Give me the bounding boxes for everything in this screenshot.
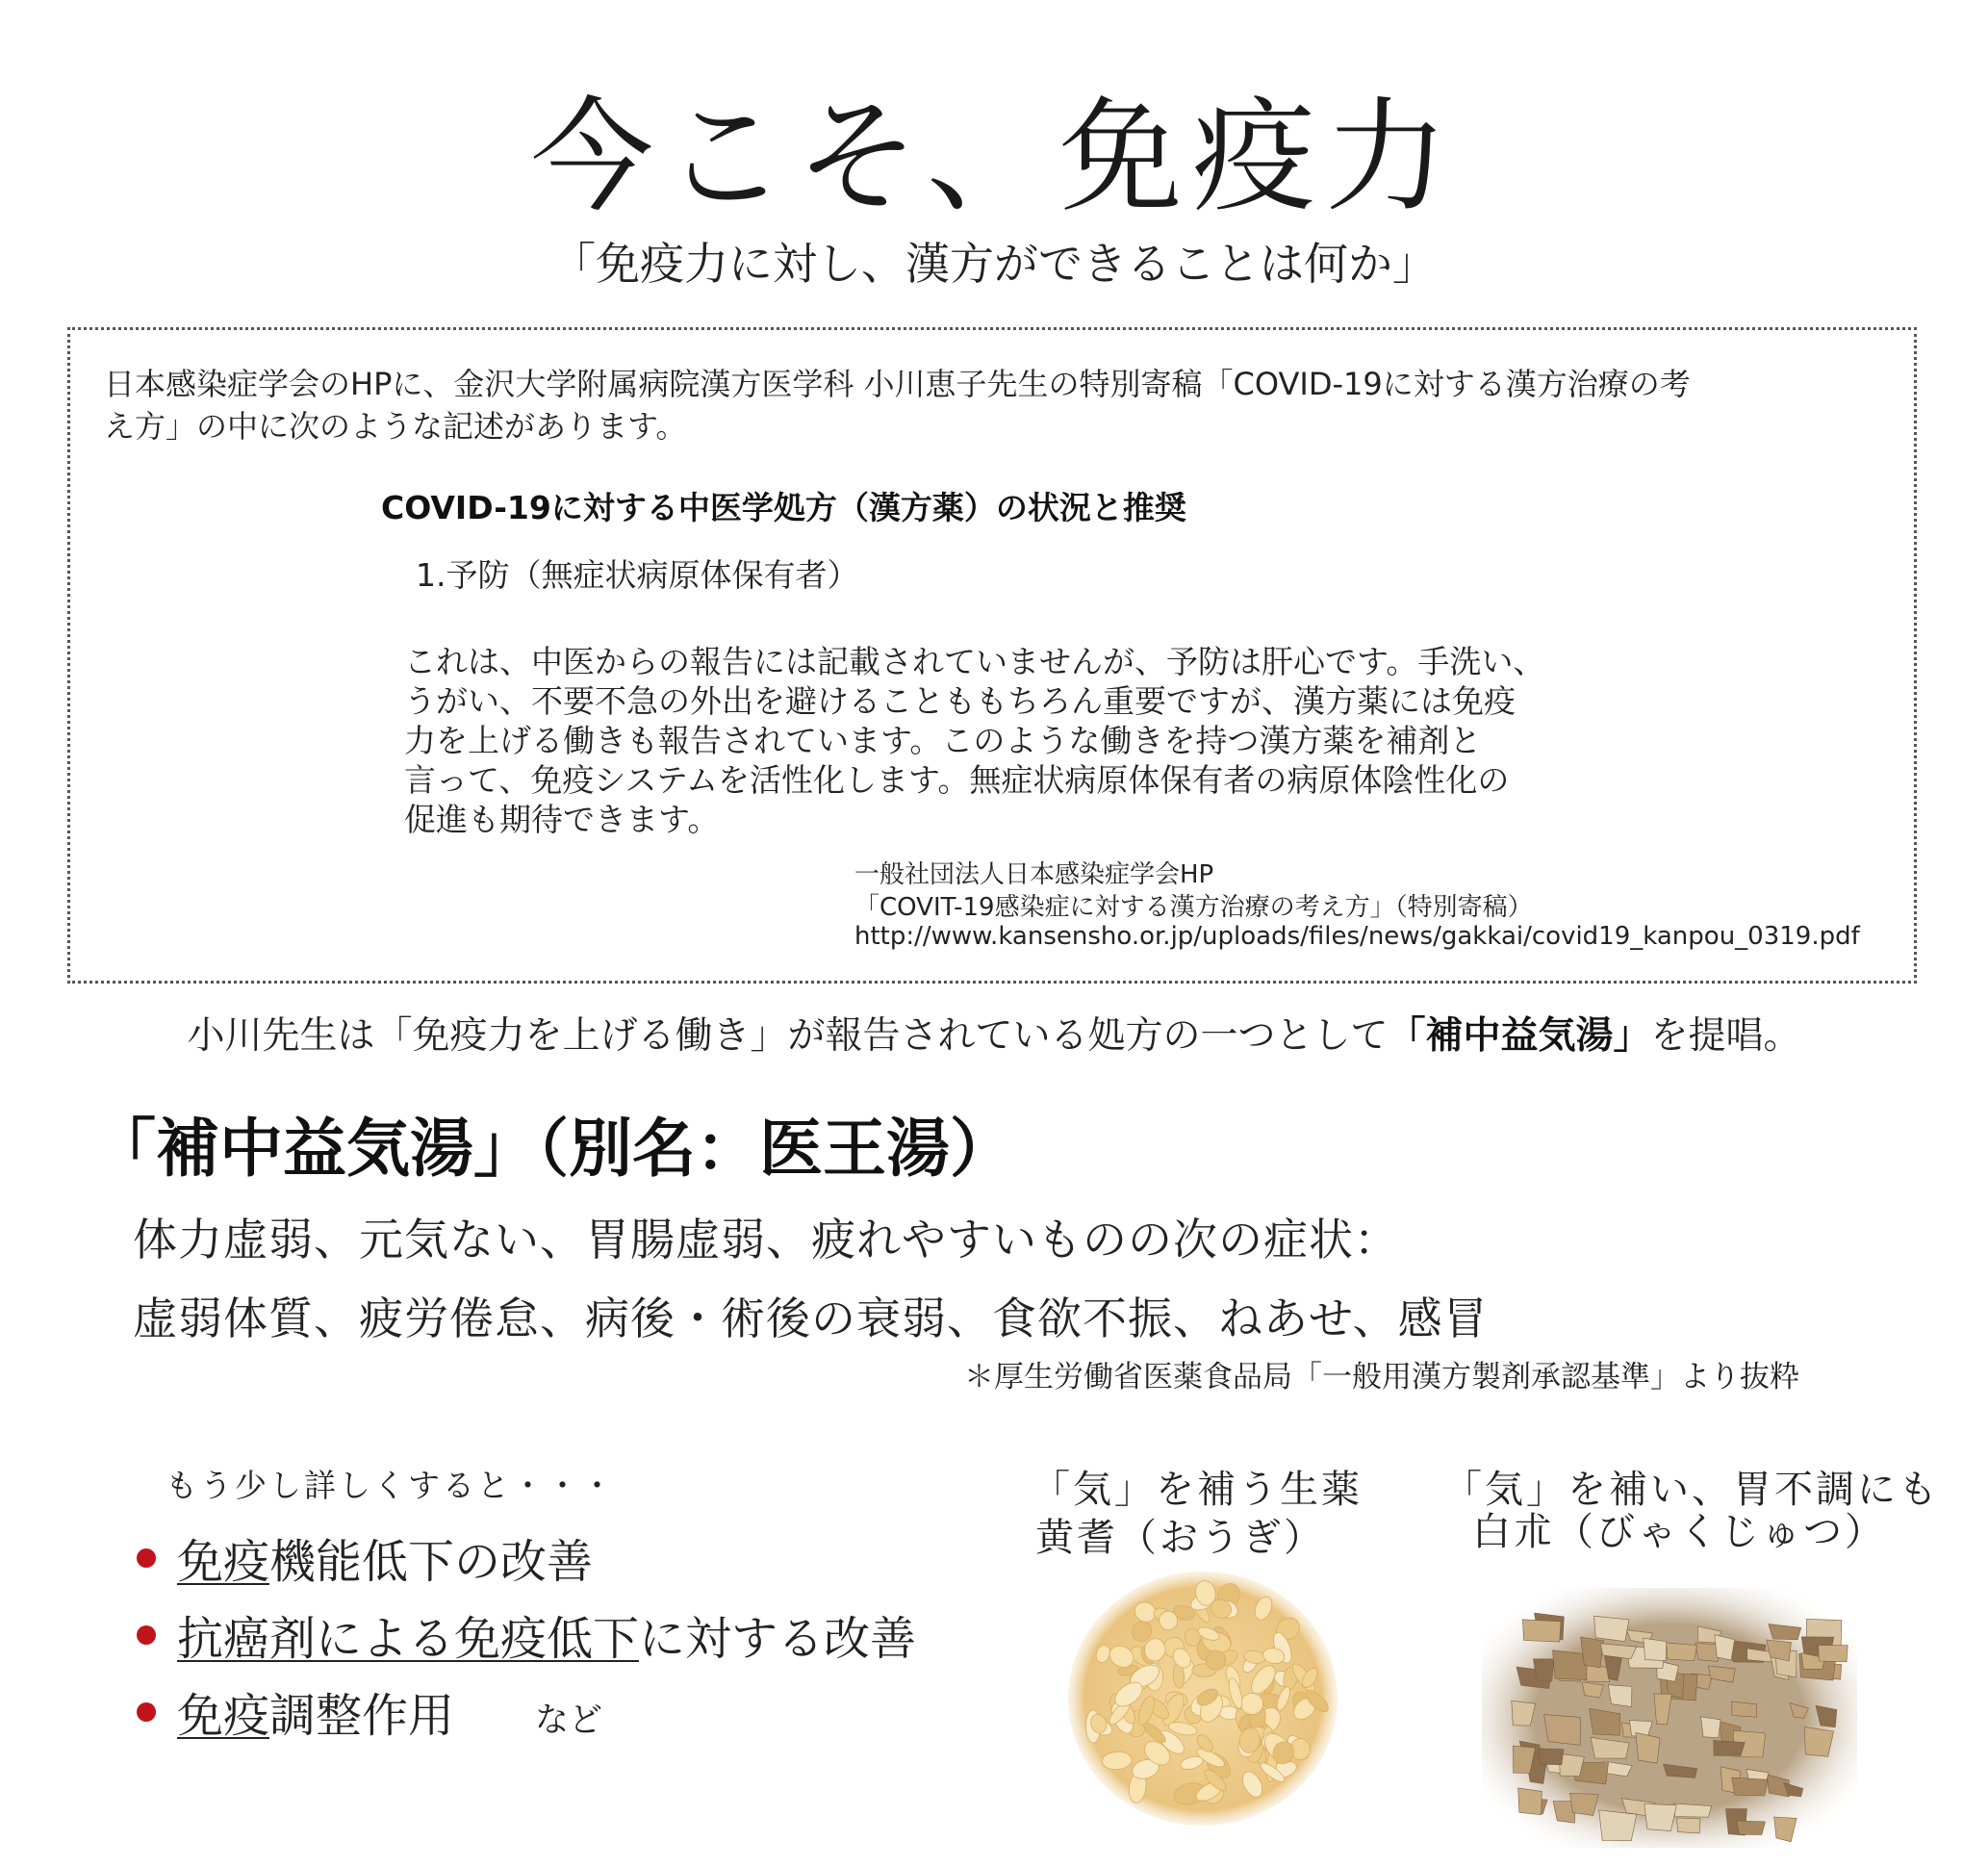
- astragalus-slices-image: [1058, 1559, 1347, 1838]
- underlined-term: 免疫: [177, 1689, 270, 1743]
- bullet-text: 調整作用: [269, 1689, 455, 1743]
- list-item: [137, 1524, 593, 1591]
- list-item: [137, 1678, 454, 1745]
- atractylodes-pieces-image: [1482, 1588, 1857, 1848]
- recommendation-heading: COVID-19に対する中医学処方（漢方薬）の状況と推奨: [381, 489, 1186, 526]
- etc-label: など: [535, 1701, 603, 1740]
- herb-1-name: 黄耆（おうぎ）: [1035, 1516, 1325, 1560]
- herb-2-name: 白朮（びゃくじゅつ）: [1472, 1510, 1886, 1554]
- formula-heading: 「補中益気湯」（別名：医王湯）: [92, 1112, 1013, 1186]
- bullet-text: 機能低下の改善: [269, 1535, 594, 1589]
- quote-body-line: 力を上げる働きも報告されています。このような働きを持つ漢方薬を補剤と: [404, 722, 1482, 759]
- bullet-text: に対する改善: [639, 1612, 917, 1666]
- symptom-line-1: 体力虚弱、元気ない、胃腸虚弱、疲れやすいものの次の症状：: [133, 1214, 1399, 1266]
- details-intro: もう少し詳しくすると・・・: [166, 1467, 616, 1504]
- page-title: 今こそ、免疫力: [530, 86, 1458, 229]
- bullet-dot-icon: [137, 1702, 156, 1722]
- herb-2-caption: 「気」を補い、胃不調にも: [1443, 1468, 1940, 1512]
- intro-line-2: え方」の中に次のような記述があります。: [104, 408, 687, 445]
- source-url: http://www.kansensho.or.jp/uploads/files/news/gakkai/covid19_kanpou_0319.pdf: [854, 922, 1860, 951]
- recommendation-item: 1.予防（無症状病原体保有者）: [416, 556, 859, 594]
- list-item: [137, 1601, 916, 1668]
- summary-line: [0, 1006, 1988, 1060]
- source-note: ＊厚生労働省医薬食品局「一般用漢方製剤承認基準」より抜粋: [964, 1360, 1799, 1394]
- summary-highlight: 「補中益気湯」: [1388, 1014, 1651, 1058]
- quote-body-line: これは、中医からの報告には記載されていませんが、予防は肝心です。手洗い、: [404, 643, 1545, 680]
- quote-body-line: 促進も期待できます。: [404, 801, 720, 838]
- source-title: 「COVIT-19感染症に対する漢方治療の考え方」（特別寄稿）: [854, 893, 1533, 922]
- summary-before: 小川先生は「免疫力を上げる働き」が報告されている処方の一つとして: [187, 1014, 1389, 1058]
- bullet-dot-icon: [137, 1548, 156, 1568]
- quote-body-line: うがい、不要不急の外出を避けることももちろん重要ですが、漢方薬には免疫: [404, 682, 1516, 720]
- symptom-line-2: 虚弱体質、疲労倦怠、病後・術後の衰弱、食欲不振、ねあせ、感冒: [133, 1292, 1489, 1344]
- summary-after: を提唱。: [1650, 1014, 1801, 1058]
- page-subtitle: 「免疫力に対し、漢方ができることは何か」: [551, 238, 1437, 290]
- underlined-term: 免疫: [177, 1535, 270, 1589]
- intro-line-1: 日本感染症学会のHPに、金沢大学附属病院漢方医学科 小川恵子先生の特別寄稿「COVID-19に対する漢方治療の考: [104, 366, 1691, 402]
- source-org: 一般社団法人日本感染症学会HP: [854, 860, 1214, 889]
- herb-1-caption: 「気」を補う生薬: [1032, 1468, 1363, 1512]
- bullet-dot-icon: [137, 1625, 156, 1645]
- underlined-term: 抗癌剤による免疫低下: [177, 1612, 640, 1666]
- quote-body-line: 言って、免疫システムを活性化します。無症状病原体保有者の病原体陰性化の: [404, 761, 1510, 799]
